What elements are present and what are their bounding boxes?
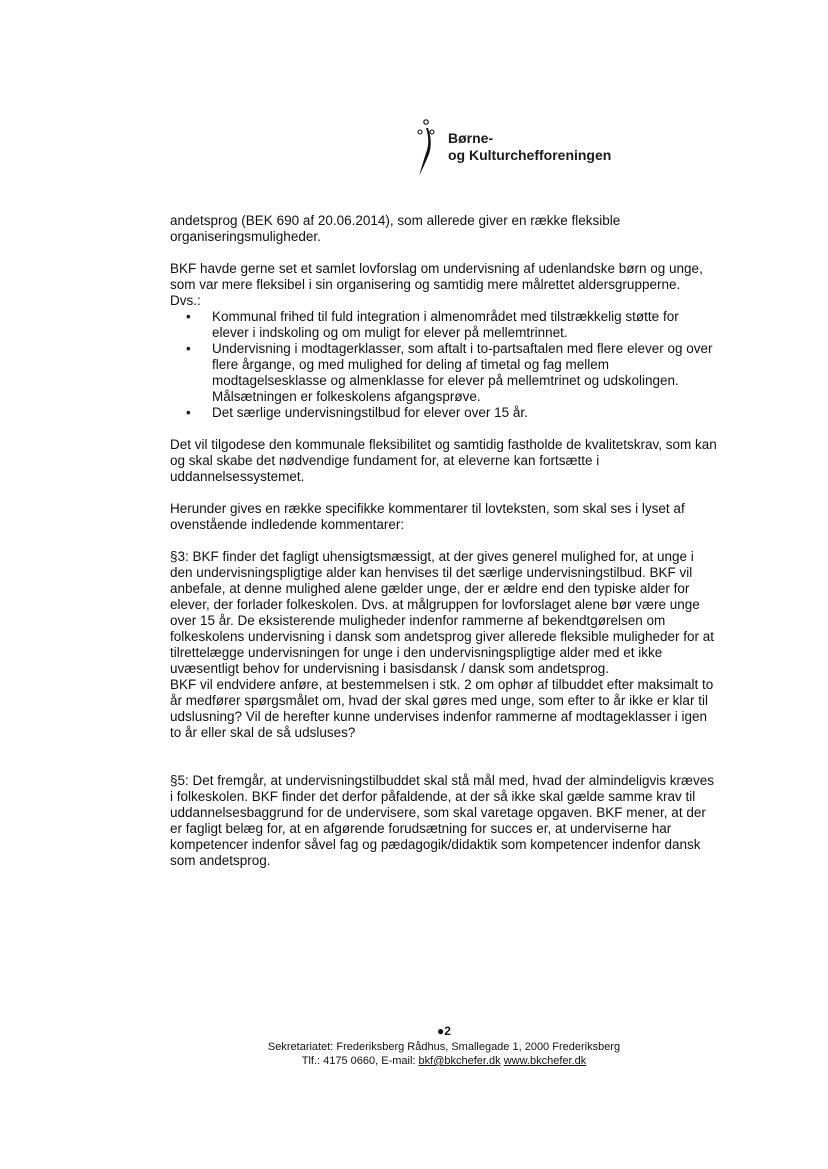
bullet-item: • Undervisning i modtagerklasser, som aftalt i to-partsaftalen med flere elever og over flere årgange, og med mulighed for deling af timetal og fag mellem modtagelsesklasse og almenklasse for elever på mellemtrinet og udskolingen. Målsætningen er folkeskolens afgangsprøve. xyxy=(212,341,718,405)
dvs-label: Dvs.: xyxy=(170,293,201,308)
paragraph-kommentarer: Herunder gives en række specifikke kommentarer til lovteksten, som skal ses i lyset af ovenstående indledende kommentarer: xyxy=(170,501,685,532)
section-3-followup: BKF vil endvidere anføre, at bestemmelsen i stk. 2 om ophør af tilbuddet efter maksimalt to år medfører spørgsmålet om, hvad der skal gøres med unge, som efter to år ikke er klar til udslusning? Vil de herefter kunne undervises indenfor rammerne af modtageklasser i igen to år eller skal de så udsluses? xyxy=(170,677,714,740)
footer-website-link[interactable]: www.bkchefer.dk xyxy=(503,1055,587,1067)
intro-paragraph: andetsprog (BEK 690 af 20.06.2014), som allerede giver en række fleksible organiseringsmuligheder. xyxy=(170,213,621,244)
letter-body xyxy=(170,213,718,885)
page-number: ●2 xyxy=(437,1024,451,1038)
footer-email-link[interactable]: bkf@bkchefer.dk xyxy=(418,1055,501,1067)
org-name-line2: og Kulturchefforeningen xyxy=(448,147,612,163)
org-logo-icon xyxy=(416,118,446,180)
footer-tel: Tlf.: 4175 0660, E-mail: xyxy=(301,1055,416,1067)
bullet-item: • Kommunal frihed til fuld integration i almenområdet med tilstrækkelig støtte for elever i indskoling og om muligt for elever på mellemtrinnet. xyxy=(212,309,718,341)
footer-contact xyxy=(170,1054,718,1068)
bullet-list xyxy=(170,309,718,421)
org-name-line1: Børne- xyxy=(448,130,494,146)
paragraph-fleksibilitet: Det vil tilgodese den kommunale fleksibilitet og samtidig fastholde de kvalitetskrav, som kan og skal skabe det nødvendige fundament for, at eleverne kan fortsætte i uddannelsessystemet. xyxy=(170,437,717,484)
page-footer xyxy=(170,1024,718,1068)
bullet-item: • Det særlige undervisningstilbud for elever over 15 år. xyxy=(212,405,718,421)
section-5-paragraph: §5: Det fremgår, at undervisningstilbuddet skal stå mål med, hvad der almindeligvis kræves i folkeskolen. BKF finder det derfor påfaldende, at der så ikke skal gælde samme krav til uddannelsesbaggrund for de undervisere, som skal varetage opgaven. BKF mener, at der er fagligt belæg for, at en afgørende forudsætning for succes er, at underviserne har kompetencer indenfor såvel fag og pædagogik/didaktik som kompetencer indenfor dansk som andetsprog. xyxy=(170,773,715,868)
section-3-paragraph: §3: BKF finder det fagligt uhensigtsmæssigt, at der gives generel mulighed for, at unge i den undervisningspligtige alder kan henvises til det særlige undervisningstilbud. BKF vil anbefale, at denne mulighed alene gælder unge, der er ældre end den typiske alder for elever, der forlader folkeskolen. Dvs. at målgruppen for lovforslaget alene bør være unge over 15 år. De eksisterende muligheder indenfor rammerne af bekendtgørelsen om folkeskolens undervisning i dansk som andetsprog giver allerede fleksible muligheder for at tilrettelægge undervisningen for unge i den undervisningspligtige alder med et ikke uvæsentligt behov for undervisning i basisdansk / dansk som andetsprog. xyxy=(170,549,715,676)
paragraph-lovforslag: BKF havde gerne set et samlet lovforslag om undervisning af udenlandske børn og unge, som var mere fleksibel i sin organisering og samtidig mere målrettet aldersgrupperne. xyxy=(170,261,703,292)
org-logo xyxy=(416,118,656,180)
footer-address: Sekretariatet: Frederiksberg Rådhus, Smallegade 1, 2000 Frederiksberg xyxy=(267,1041,621,1053)
